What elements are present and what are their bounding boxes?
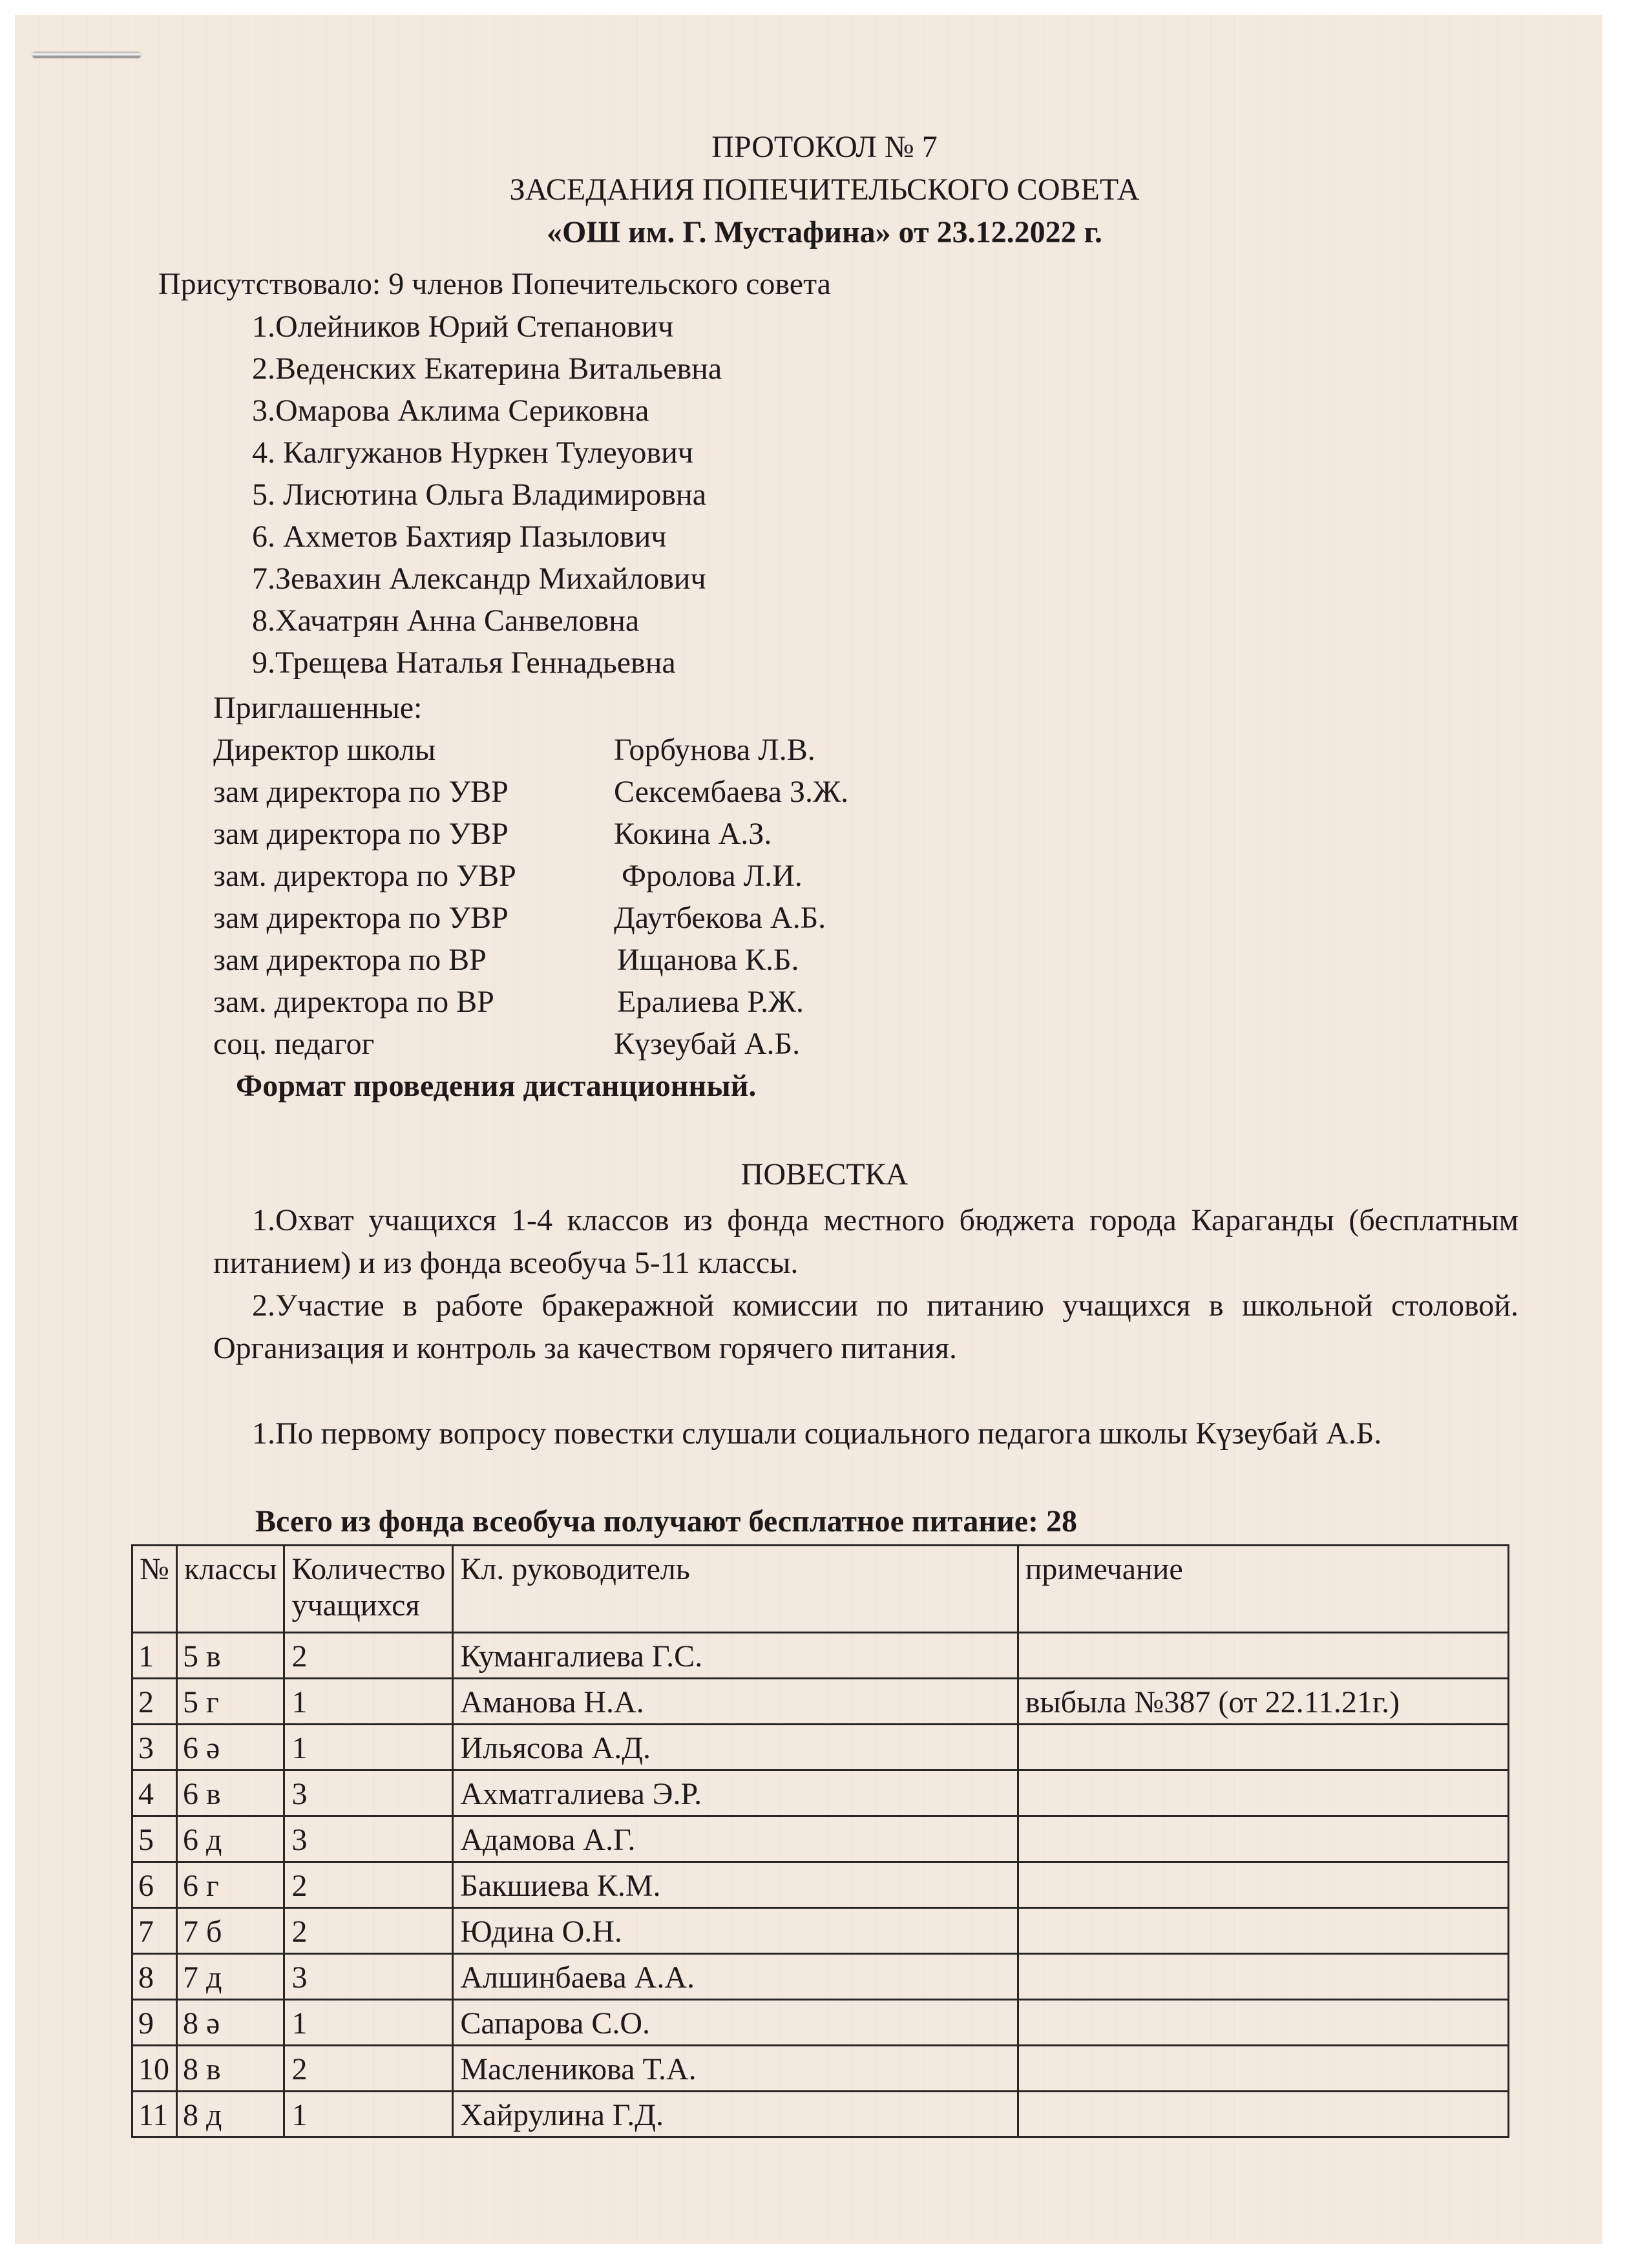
invited-name: Даутбекова А.Б. — [614, 901, 826, 935]
member-item: 6. Ахметов Бахтияр Пазылович — [252, 520, 667, 554]
cell-number: 1 — [132, 1633, 177, 1679]
column-header-count: Количество учащихся — [284, 1546, 453, 1633]
cell-count: 2 — [284, 1633, 453, 1679]
cell-note — [1018, 1770, 1508, 1816]
cell-count: 3 — [284, 1816, 453, 1862]
cell-teacher: Бакшиева К.М. — [453, 1862, 1018, 1908]
invited-name: Сексембаева З.Ж. — [614, 775, 849, 809]
member-item: 9.Трещева Наталья Геннадьевна — [252, 646, 676, 680]
cell-number: 2 — [132, 1679, 177, 1725]
school-date-line: «ОШ им. Г. Мустафина» от 23.12.2022 г. — [546, 215, 1103, 249]
invited-role: зам директора по УВР — [213, 901, 509, 935]
cell-number: 9 — [132, 2000, 177, 2046]
cell-note — [1018, 1954, 1508, 2000]
cell-number: 10 — [132, 2046, 177, 2092]
cell-class: 8 в — [177, 2046, 284, 2092]
cell-note — [1018, 1816, 1508, 1862]
table-row — [132, 1679, 1509, 1725]
cell-class: 5 в — [177, 1633, 284, 1679]
cell-class: 7 д — [177, 1954, 284, 2000]
invited-name: Кокина А.З. — [614, 817, 772, 851]
cell-class: 6 ә — [177, 1725, 284, 1770]
cell-note — [1018, 1725, 1508, 1770]
invited-name: Ералиева Р.Ж. — [617, 985, 804, 1019]
cell-note — [1018, 2046, 1508, 2092]
table-row — [132, 1862, 1509, 1908]
meeting-format: Формат проведения дистанционный. — [236, 1069, 757, 1103]
cell-count: 1 — [284, 2000, 453, 2046]
invited-name: Ищанова К.Б. — [617, 943, 799, 977]
cell-teacher: Ахматгалиева Э.Р. — [453, 1770, 1018, 1816]
cell-teacher: Аманова Н.А. — [453, 1679, 1018, 1725]
cell-teacher: Юдина О.Н. — [453, 1908, 1018, 1954]
cell-number: 3 — [132, 1725, 177, 1770]
cell-teacher: Ильясова А.Д. — [453, 1725, 1018, 1770]
cell-teacher: Сапарова С.О. — [453, 2000, 1018, 2046]
cell-class: 8 ә — [177, 2000, 284, 2046]
agenda-title: ПОВЕСТКА — [740, 1157, 909, 1192]
member-item: 1.Олейников Юрий Степанович — [252, 310, 674, 344]
column-header-number: № — [132, 1546, 177, 1633]
column-header-teacher: Кл. руководитель — [453, 1546, 1018, 1633]
invited-name: Фролова Л.И. — [622, 859, 803, 893]
table-row — [132, 1816, 1509, 1862]
cell-number: 5 — [132, 1816, 177, 1862]
column-header-class: классы — [177, 1546, 284, 1633]
cell-note: выбыла №387 (от 22.11.21г.) — [1018, 1679, 1508, 1725]
staple-mark — [32, 52, 141, 58]
cell-class: 6 г — [177, 1862, 284, 1908]
invited-role: зам. директора по ВР — [213, 985, 494, 1019]
invited-name: Күзеубай А.Б. — [614, 1027, 801, 1061]
cell-teacher: Алшинбаева А.А. — [453, 1954, 1018, 2000]
cell-count: 3 — [284, 1954, 453, 2000]
invited-role: соц. педагог — [213, 1027, 375, 1061]
member-item: 3.Омарова Аклима Сериковна — [252, 394, 649, 428]
table-row — [132, 1770, 1509, 1816]
member-item: 8.Хачатрян Анна Санвеловна — [252, 604, 640, 638]
member-item: 4. Калгужанов Нуркен Тулеуович — [252, 436, 693, 470]
cell-teacher: Масленикова Т.А. — [453, 2046, 1018, 2092]
cell-number: 7 — [132, 1908, 177, 1954]
cell-teacher: Адамова А.Г. — [453, 1816, 1018, 1862]
column-header-note: примечание — [1018, 1546, 1508, 1633]
cell-class: 6 д — [177, 1816, 284, 1862]
cell-count: 2 — [284, 1908, 453, 1954]
cell-note — [1018, 2092, 1508, 2137]
cell-number: 6 — [132, 1862, 177, 1908]
table-row — [132, 2046, 1509, 2092]
cell-note — [1018, 1633, 1508, 1679]
cell-class: 7 б — [177, 1908, 284, 1954]
table-body — [132, 1633, 1509, 2137]
cell-number: 4 — [132, 1770, 177, 1816]
invited-role: зам директора по ВР — [213, 943, 487, 977]
cell-number: 11 — [132, 2092, 177, 2137]
agenda-item-2: 2.Участие в работе бракеражной комиссии по питанию учащихся в школьной столовой. Организация и контроль за качеством горячего питания. — [213, 1288, 1518, 1365]
cell-class: 6 в — [177, 1770, 284, 1816]
total-free-meals: Всего из фонда всеобуча получают бесплатное питание: 28 — [255, 1504, 1078, 1538]
invited-role: Директор школы — [213, 733, 436, 767]
protocol-subtitle: ЗАСЕДАНИЯ ПОПЕЧИТЕЛЬСКОГО СОВЕТА — [509, 173, 1140, 207]
cell-class: 5 г — [177, 1679, 284, 1725]
cell-number: 8 — [132, 1954, 177, 2000]
cell-note — [1018, 1908, 1508, 1954]
cell-class: 8 д — [177, 2092, 284, 2137]
cell-count: 2 — [284, 1862, 453, 1908]
table-row — [132, 2000, 1509, 2046]
table-row — [132, 1908, 1509, 1954]
table-row — [132, 1954, 1509, 2000]
table-row — [132, 2092, 1509, 2137]
cell-count: 1 — [284, 1725, 453, 1770]
member-item: 7.Зевахин Александр Михайлович — [252, 562, 706, 596]
cell-note — [1018, 2000, 1508, 2046]
protocol-title: ПРОТОКОЛ № 7 — [711, 130, 938, 164]
member-item: 2.Веденских Екатерина Витальевна — [252, 352, 722, 386]
cell-count: 1 — [284, 1679, 453, 1725]
cell-count: 3 — [284, 1770, 453, 1816]
table-row — [132, 1725, 1509, 1770]
discussion-item-1: 1.По первому вопросу повестки слушали социального педагога школы Күзеубай А.Б. — [252, 1416, 1382, 1451]
agenda-item-1: 1.Охват учащихся 1-4 классов из фонда местного бюджета города Караганды (бесплатным питанием) и из фонда всеобуча 5-11 классы. — [213, 1203, 1518, 1280]
table-header-row — [132, 1546, 1509, 1633]
cell-teacher: Хайрулина Г.Д. — [453, 2092, 1018, 2137]
cell-teacher: Кумангалиева Г.С. — [453, 1633, 1018, 1679]
invited-role: зам директора по УВР — [213, 817, 509, 851]
member-item: 5. Лисютина Ольга Владимировна — [252, 478, 707, 512]
free-meals-table — [131, 1544, 1509, 2138]
invited-role: зам. директора по УВР — [213, 859, 516, 893]
cell-note — [1018, 1862, 1508, 1908]
cell-count: 2 — [284, 2046, 453, 2092]
attendance-label: Присутствовало: 9 членов Попечительского совета — [158, 267, 831, 301]
cell-count: 1 — [284, 2092, 453, 2137]
table-row — [132, 1633, 1509, 1679]
invited-label: Приглашенные: — [213, 691, 423, 725]
invited-name: Горбунова Л.В. — [614, 733, 815, 767]
invited-role: зам директора по УВР — [213, 775, 509, 809]
